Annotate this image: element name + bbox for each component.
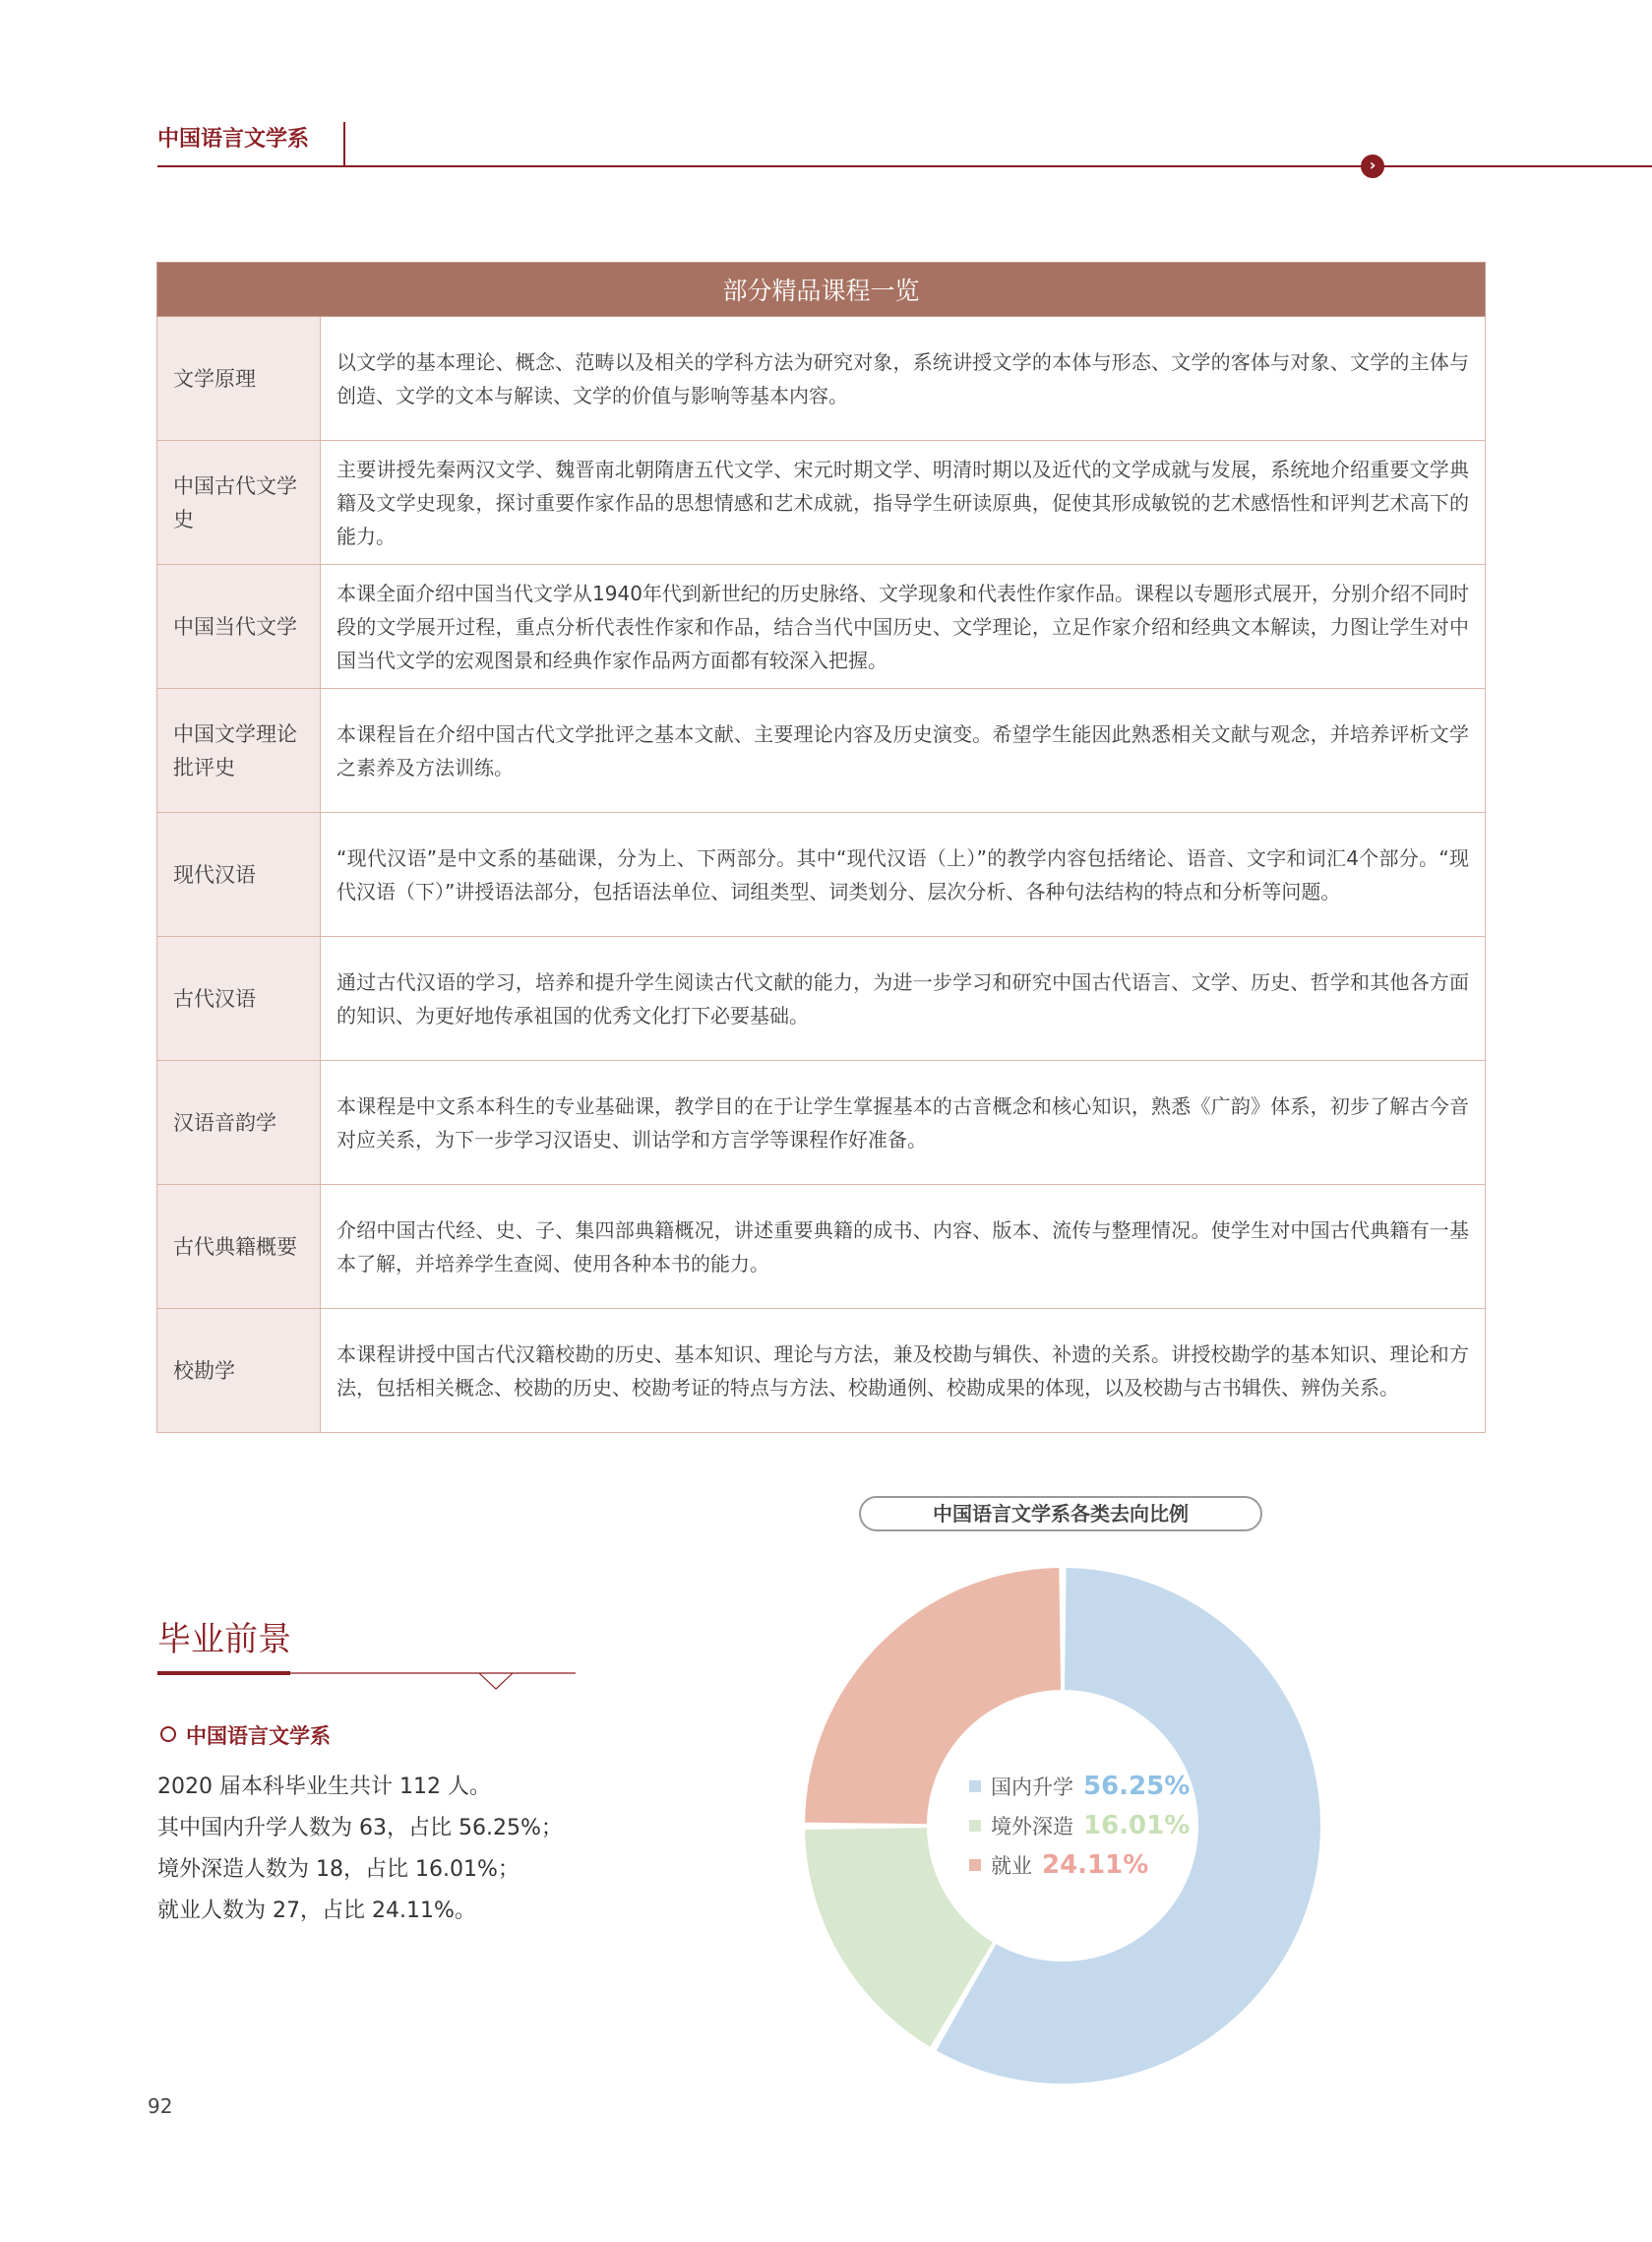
graduation-stats xyxy=(157,1767,563,1932)
title-underline xyxy=(157,1671,576,1695)
course-name: 中国当代文学 xyxy=(157,565,321,689)
legend-swatch xyxy=(969,1820,981,1832)
course-name: 文学原理 xyxy=(157,317,321,441)
legend-label: 国内升学 xyxy=(991,1775,1073,1799)
stat-line: 其中国内升学人数为 63，占比 56.25%； xyxy=(157,1816,563,1840)
course-name: 古代典籍概要 xyxy=(157,1185,321,1309)
header-divider xyxy=(343,122,345,165)
legend-swatch xyxy=(969,1780,981,1792)
table-row xyxy=(157,441,1486,565)
course-desc: “现代汉语”是中文系的基础课，分为上、下两部分。其中“现代汉语（上）”的教学内容包括绪论、语音、文字和词汇4个部分。“现代汉语（下）”讲授语法部分，包括语法单位、词组类型、词类划分、层次分析、各种句法结构的特点和分析等问题。 xyxy=(321,813,1486,937)
chart-legend xyxy=(969,1767,1190,1885)
course-desc: 本课程旨在介绍中国古代文学批评之基本文献、主要理论内容及历史演变。希望学生能因此熟悉相关文献与观念，并培养评析文学之素养及方法训练。 xyxy=(321,689,1486,813)
course-desc: 本课程讲授中国古代汉籍校勘的历史、基本知识、理论与方法，兼及校勘与辑佚、补遗的关系。讲授校勘学的基本知识、理论和方法，包括相关概念、校勘的历史、校勘考证的特点与方法、校勘通例、校勘成果的体现，以及校勘与古书辑佚、辨伪关系。 xyxy=(321,1309,1486,1433)
legend-value: 16.01% xyxy=(1083,1811,1191,1840)
course-name: 现代汉语 xyxy=(157,813,321,937)
legend-swatch xyxy=(969,1859,981,1871)
circle-bullet-icon xyxy=(160,1726,176,1742)
page-number: 92 xyxy=(148,2094,173,2118)
stat-line: 境外深造人数为 18，占比 16.01%； xyxy=(157,1857,520,1882)
legend-item xyxy=(969,1845,1190,1885)
course-name: 校勘学 xyxy=(157,1309,321,1433)
course-desc: 以文学的基本理论、概念、范畴以及相关的学科方法为研究对象，系统讲授文学的本体与形态、文学的客体与对象、文学的主体与创造、文学的文本与解读、文学的价值与影响等基本内容。 xyxy=(321,317,1486,441)
stat-line: 就业人数为 27，占比 24.11%。 xyxy=(157,1899,476,1923)
table-row xyxy=(157,1309,1486,1433)
legend-label: 就业 xyxy=(991,1854,1032,1878)
table-row xyxy=(157,565,1486,689)
course-name: 古代汉语 xyxy=(157,937,321,1061)
course-table xyxy=(156,262,1486,1433)
table-row xyxy=(157,317,1486,441)
course-desc: 通过古代汉语的学习，培养和提升学生阅读古代文献的能力，为进一步学习和研究中国古代语言、文学、历史、哲学和其他各方面的知识、为更好地传承祖国的优秀文化打下必要基础。 xyxy=(321,937,1486,1061)
course-desc: 本课程是中文系本科生的专业基础课，教学目的在于让学生掌握基本的古音概念和核心知识，熟悉《广韵》体系，初步了解古今音对应关系，为下一步学习汉语史、训诂学和方言学等课程作好准备。 xyxy=(321,1061,1486,1185)
table-row xyxy=(157,813,1486,937)
course-name: 中国文学理论批评史 xyxy=(157,689,321,813)
header-rule xyxy=(157,165,1652,167)
legend-item xyxy=(969,1806,1190,1845)
course-name: 汉语音韵学 xyxy=(157,1061,321,1185)
table-row xyxy=(157,689,1486,813)
legend-value: 24.11% xyxy=(1042,1850,1149,1880)
course-desc: 主要讲授先秦两汉文学、魏晋南北朝隋唐五代文学、宋元时期文学、明清时期以及近代的文学成就与发展，系统地介绍重要文学典籍及文学史现象，探讨重要作家作品的思想情感和艺术成就，指导学生研读原典，促使其形成敏锐的艺术感悟性和评判艺术高下的能力。 xyxy=(321,441,1486,565)
chart-title: 中国语言文学系各类去向比例 xyxy=(859,1496,1262,1531)
table-row xyxy=(157,937,1486,1061)
table-row xyxy=(157,1185,1486,1309)
section-header-title: 中国语言文学系 xyxy=(157,127,310,152)
graduation-title: 毕业前景 xyxy=(157,1620,291,1659)
chevron-right-icon: › xyxy=(1361,155,1384,178)
course-table-title: 部分精品课程一览 xyxy=(157,263,1486,317)
course-desc: 介绍中国古代经、史、子、集四部典籍概况，讲述重要典籍的成书、内容、版本、流传与整理情况。使学生对中国古代典籍有一基本了解，并培养学生查阅、使用各种本书的能力。 xyxy=(321,1185,1486,1309)
dept-name: 中国语言文学系 xyxy=(186,1724,331,1748)
dept-label xyxy=(160,1720,331,1750)
course-name: 中国古代文学史 xyxy=(157,441,321,565)
table-row xyxy=(157,1061,1486,1185)
stat-line: 2020 届本科毕业生共计 112 人。 xyxy=(157,1775,491,1799)
course-desc: 本课全面介绍中国当代文学从1940年代到新世纪的历史脉络、文学现象和代表性作家作品。课程以专题形式展开，分别介绍不同时段的文学展开过程，重点分析代表性作家和作品，结合当代中国历史、文学理论，立足作家介绍和经典文本解读，力图让学生对中国当代文学的宏观图景和经典作家作品两方面都有较深入把握。 xyxy=(321,565,1486,689)
legend-value: 56.25% xyxy=(1083,1772,1191,1801)
legend-label: 境外深造 xyxy=(991,1815,1073,1838)
legend-item xyxy=(969,1767,1190,1806)
